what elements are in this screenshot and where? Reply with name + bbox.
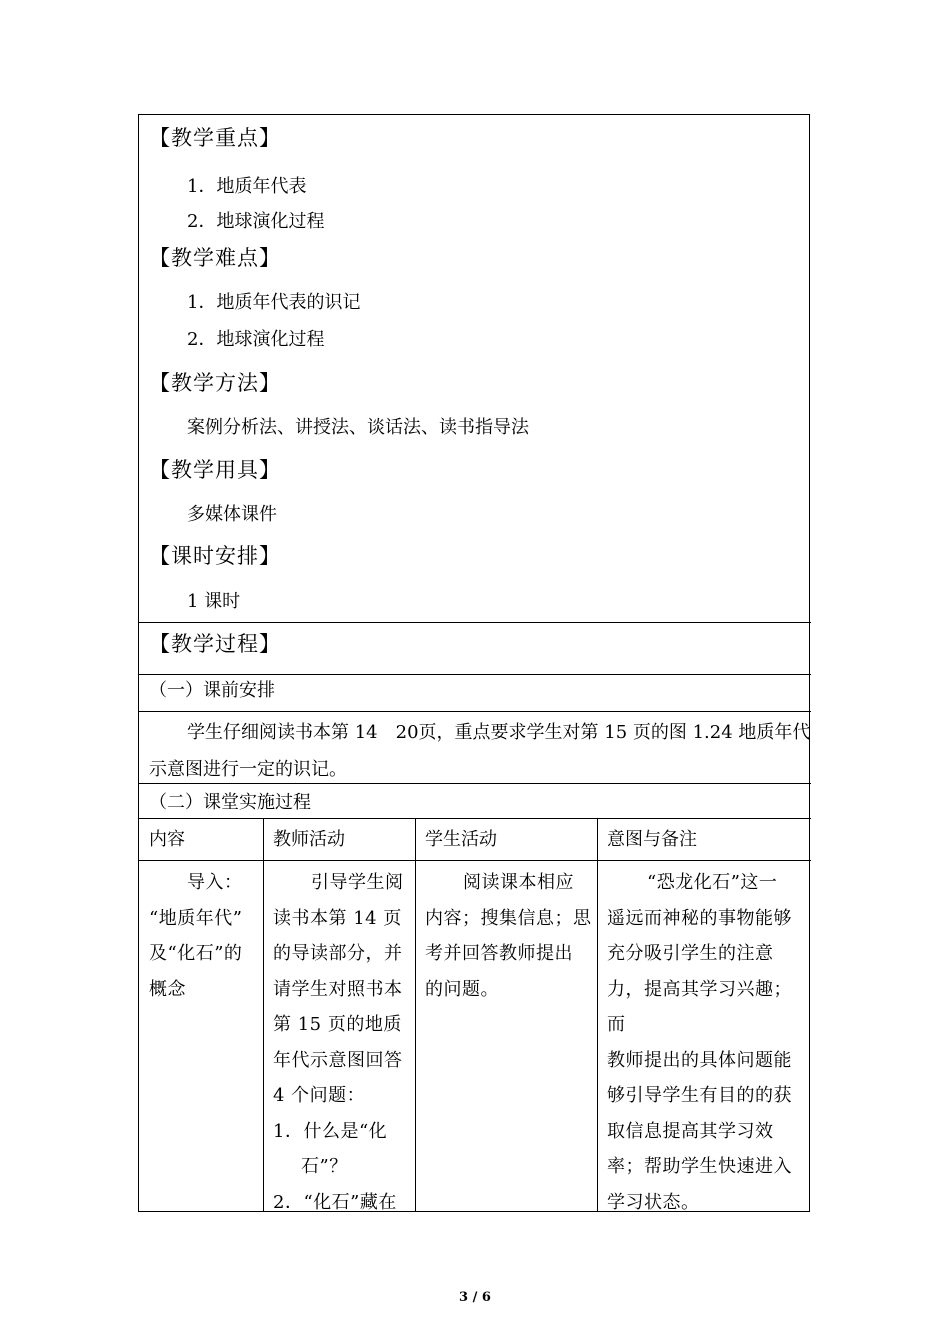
key-point-item-2: 2．地球演化过程 — [187, 211, 325, 232]
key-points-heading: 【教学重点】 — [149, 126, 281, 150]
intent-line: 学习状态。 — [607, 1191, 700, 1213]
pre-class-text-line1: 学生仔细阅读书本第 14 20页，重点要求学生对第 15 页的图 1.24 地质年代 — [187, 722, 811, 743]
teacher-line: 1．什么是“化 — [273, 1120, 388, 1142]
difficulties-heading: 【教学难点】 — [149, 246, 281, 270]
divider — [139, 711, 811, 712]
process-heading: 【教学过程】 — [149, 632, 281, 656]
header-content: 内容 — [149, 829, 185, 850]
methods-heading: 【教学方法】 — [149, 371, 281, 395]
page-number: 3 / 6 — [459, 1290, 491, 1305]
teacher-line: 4 个问题： — [273, 1085, 366, 1106]
intent-line: 力，提高其学习兴趣；而 — [607, 978, 792, 1035]
teacher-line: 引导学生阅 — [311, 872, 404, 893]
student-line: 考并回答教师提出 — [425, 943, 573, 964]
header-teacher-activity: 教师活动 — [273, 829, 345, 850]
divider — [139, 674, 811, 675]
schedule-text: 1 课时 — [187, 591, 241, 612]
teacher-line: 请学生对照书本 — [273, 978, 403, 1000]
intent-line: 够引导学生有目的的获 — [607, 1085, 792, 1106]
key-point-item-1: 1．地质年代表 — [187, 176, 307, 197]
difficulty-item-1: 1．地质年代表的识记 — [187, 292, 361, 313]
header-intent-notes: 意图与备注 — [607, 829, 697, 850]
content-line: “地质年代” — [149, 907, 243, 929]
student-line: 阅读课本相应 — [463, 872, 574, 893]
difficulty-item-2: 2．地球演化过程 — [187, 329, 325, 350]
intent-line: 率；帮助学生快速进入 — [607, 1156, 792, 1177]
methods-text: 案例分析法、讲授法、谈话法、读书指导法 — [187, 417, 529, 438]
in-class-title: （二）课堂实施过程 — [149, 792, 311, 813]
column-divider — [415, 818, 416, 1212]
student-line: 内容；搜集信息；思 — [425, 907, 592, 929]
teacher-line: 读书本第 14 页 — [273, 907, 402, 929]
pre-class-text-line2: 示意图进行一定的识记。 — [149, 759, 347, 780]
content-line: 概念 — [149, 978, 186, 1000]
teacher-line: 2．“化石”藏在 — [273, 1191, 397, 1213]
content-line: 及“化石”的 — [149, 943, 243, 964]
teacher-line: 年代示意图回答 — [273, 1049, 403, 1071]
teacher-line: 石”？ — [301, 1156, 348, 1177]
cell-intent-notes — [607, 865, 807, 1220]
divider — [139, 622, 811, 623]
divider — [139, 860, 811, 861]
intent-line: 充分吸引学生的注意 — [607, 943, 774, 964]
cell-student-activity — [425, 865, 593, 1007]
intent-line: “恐龙化石”这一 — [647, 872, 778, 893]
header-student-activity: 学生活动 — [425, 829, 497, 850]
pre-class-title: （一）课前安排 — [149, 680, 275, 701]
schedule-heading: 【课时安排】 — [149, 544, 281, 568]
column-divider — [597, 818, 598, 1212]
content-line: 导入： — [187, 872, 243, 893]
divider — [139, 783, 811, 784]
tools-text: 多媒体课件 — [187, 504, 277, 525]
tools-heading: 【教学用具】 — [149, 458, 281, 482]
student-line: 的问题。 — [425, 978, 499, 1000]
cell-content — [149, 865, 257, 1007]
intent-line: 教师提出的具体问题能 — [607, 1049, 792, 1071]
teacher-line: 的导读部分，并 — [273, 943, 403, 964]
lesson-plan-table — [138, 114, 810, 1212]
column-divider — [263, 818, 264, 1212]
cell-teacher-activity — [273, 865, 411, 1220]
divider — [139, 818, 811, 819]
teacher-line: 第 15 页的地质 — [273, 1014, 402, 1035]
intent-line: 遥远而神秘的事物能够 — [607, 907, 792, 929]
intent-line: 取信息提高其学习效 — [607, 1120, 774, 1142]
